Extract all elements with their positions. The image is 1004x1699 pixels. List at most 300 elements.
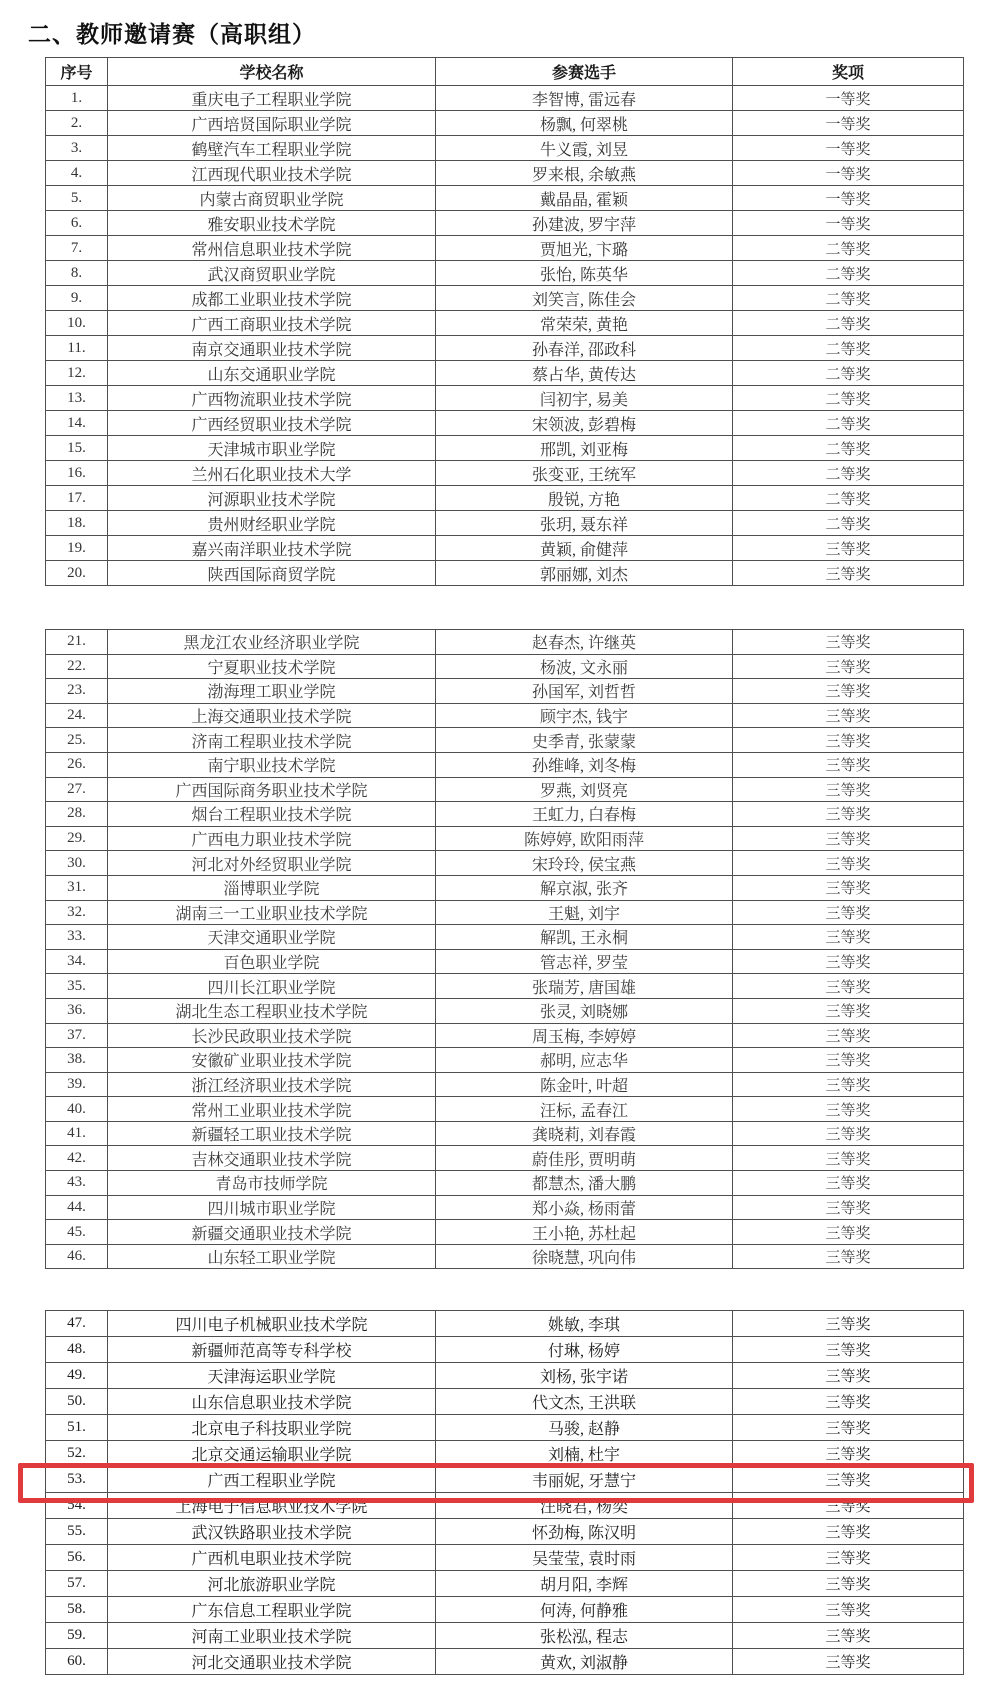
contestants-cell: 戴晶晶, 霍颖 <box>436 186 733 211</box>
contestants-cell: 解凯, 王永桐 <box>436 925 733 950</box>
row-number-cell: 17. <box>46 486 108 511</box>
contestants-cell: 杨波, 文永丽 <box>436 654 733 679</box>
row-number-cell: 16. <box>46 461 108 486</box>
school-name-cell: 浙江经济职业技术学院 <box>108 1072 436 1097</box>
award-cell: 三等奖 <box>733 1195 964 1220</box>
award-table-section-3 <box>45 1310 964 1675</box>
contestants-cell: 汪晓君, 杨奕 <box>436 1493 733 1519</box>
school-name-cell: 河源职业技术学院 <box>108 486 436 511</box>
award-cell: 一等奖 <box>733 186 964 211</box>
table-body-section-2 <box>46 630 964 1269</box>
contestants-cell: 黄欢, 刘淑静 <box>436 1649 733 1675</box>
row-number-cell: 26. <box>46 752 108 777</box>
table-row <box>46 1389 964 1415</box>
row-number-cell: 44. <box>46 1195 108 1220</box>
table-row <box>46 561 964 586</box>
award-cell: 一等奖 <box>733 111 964 136</box>
award-cell: 三等奖 <box>733 703 964 728</box>
table-row <box>46 1493 964 1519</box>
contestants-cell: 马骏, 赵静 <box>436 1415 733 1441</box>
table-row <box>46 386 964 411</box>
contestants-cell: 李智博, 雷远春 <box>436 86 733 111</box>
school-name-cell: 山东轻工职业学院 <box>108 1244 436 1269</box>
school-name-cell: 北京电子科技职业学院 <box>108 1415 436 1441</box>
table-row <box>46 925 964 950</box>
contestants-cell: 刘笑言, 陈佳会 <box>436 286 733 311</box>
header-row <box>46 58 964 86</box>
award-cell: 二等奖 <box>733 461 964 486</box>
row-number-cell: 38. <box>46 1048 108 1073</box>
award-cell: 三等奖 <box>733 1121 964 1146</box>
page-title: 二、教师邀请赛（高职组） <box>28 21 316 47</box>
award-cell: 三等奖 <box>733 728 964 753</box>
school-name-cell: 上海电子信息职业技术学院 <box>108 1493 436 1519</box>
row-number-cell: 34. <box>46 949 108 974</box>
contestants-cell: 付琳, 杨婷 <box>436 1337 733 1363</box>
table-row <box>46 211 964 236</box>
contestants-cell: 罗来根, 余敏燕 <box>436 161 733 186</box>
contestants-cell: 王魁, 刘宇 <box>436 900 733 925</box>
contestants-cell: 郑小焱, 杨雨蕾 <box>436 1195 733 1220</box>
row-number-cell: 49. <box>46 1363 108 1389</box>
table-row <box>46 851 964 876</box>
school-name-cell: 百色职业学院 <box>108 949 436 974</box>
contestants-cell: 韦丽妮, 牙慧宁 <box>436 1467 733 1493</box>
row-number-cell: 28. <box>46 802 108 827</box>
row-number-cell: 27. <box>46 777 108 802</box>
row-number-cell: 36. <box>46 998 108 1023</box>
school-name-cell: 南京交通职业技术学院 <box>108 336 436 361</box>
row-number-cell: 58. <box>46 1597 108 1623</box>
contestants-cell: 张灵, 刘晓娜 <box>436 998 733 1023</box>
award-cell: 三等奖 <box>733 925 964 950</box>
table-row <box>46 511 964 536</box>
school-name-cell: 吉林交通职业技术学院 <box>108 1146 436 1171</box>
table-row <box>46 1519 964 1545</box>
award-cell: 二等奖 <box>733 336 964 361</box>
row-number-cell: 45. <box>46 1220 108 1245</box>
award-cell: 一等奖 <box>733 136 964 161</box>
table-row <box>46 1048 964 1073</box>
contestants-cell: 怀劲梅, 陈汉明 <box>436 1519 733 1545</box>
row-number-cell: 31. <box>46 875 108 900</box>
school-name-cell: 淄博职业学院 <box>108 875 436 900</box>
school-name-cell: 新疆师范高等专科学校 <box>108 1337 436 1363</box>
contestants-cell: 宋领波, 彭碧梅 <box>436 411 733 436</box>
table-row <box>46 1415 964 1441</box>
award-cell: 二等奖 <box>733 261 964 286</box>
contestants-cell: 解京淑, 张齐 <box>436 875 733 900</box>
award-cell: 二等奖 <box>733 236 964 261</box>
row-number-cell: 22. <box>46 654 108 679</box>
school-name-cell: 青岛市技师学院 <box>108 1171 436 1196</box>
row-number-cell: 15. <box>46 436 108 461</box>
table-row <box>46 1121 964 1146</box>
contestants-cell: 孙维峰, 刘冬梅 <box>436 752 733 777</box>
award-cell: 三等奖 <box>733 1244 964 1269</box>
award-cell: 三等奖 <box>733 998 964 1023</box>
row-number-cell: 59. <box>46 1623 108 1649</box>
table-row <box>46 1649 964 1675</box>
table-row <box>46 703 964 728</box>
award-cell: 一等奖 <box>733 86 964 111</box>
contestants-cell: 张怡, 陈英华 <box>436 261 733 286</box>
table-row <box>46 998 964 1023</box>
contestants-cell: 孙国军, 刘哲哲 <box>436 679 733 704</box>
contestants-cell: 闫初宇, 易美 <box>436 386 733 411</box>
column-header-number: 序号 <box>46 58 108 86</box>
table-row <box>46 311 964 336</box>
school-name-cell: 天津海运职业学院 <box>108 1363 436 1389</box>
table-row <box>46 286 964 311</box>
contestants-cell: 罗燕, 刘贤亮 <box>436 777 733 802</box>
school-name-cell: 广西国际商务职业技术学院 <box>108 777 436 802</box>
contestants-cell: 陈金叶, 叶超 <box>436 1072 733 1097</box>
contestants-cell: 都慧杰, 潘大鹏 <box>436 1171 733 1196</box>
row-number-cell: 57. <box>46 1571 108 1597</box>
award-cell: 三等奖 <box>733 1415 964 1441</box>
award-cell: 二等奖 <box>733 411 964 436</box>
contestants-cell: 杨飘, 何翠桃 <box>436 111 733 136</box>
award-cell: 一等奖 <box>733 211 964 236</box>
table-row <box>46 1072 964 1097</box>
award-cell: 二等奖 <box>733 311 964 336</box>
row-number-cell: 52. <box>46 1441 108 1467</box>
award-cell: 三等奖 <box>733 630 964 655</box>
table-header <box>46 58 964 86</box>
contestants-cell: 蔡占华, 黄传达 <box>436 361 733 386</box>
table-row <box>46 86 964 111</box>
table-row <box>46 1146 964 1171</box>
table-row <box>46 875 964 900</box>
row-number-cell: 21. <box>46 630 108 655</box>
row-number-cell: 56. <box>46 1545 108 1571</box>
school-name-cell: 嘉兴南洋职业技术学院 <box>108 536 436 561</box>
school-name-cell: 广东信息工程职业学院 <box>108 1597 436 1623</box>
school-name-cell: 广西培贤国际职业学院 <box>108 111 436 136</box>
school-name-cell: 宁夏职业技术学院 <box>108 654 436 679</box>
table-row <box>46 1441 964 1467</box>
award-cell: 三等奖 <box>733 1519 964 1545</box>
table-row <box>46 1171 964 1196</box>
school-name-cell: 新疆交通职业技术学院 <box>108 1220 436 1245</box>
row-number-cell: 10. <box>46 311 108 336</box>
table-row <box>46 186 964 211</box>
award-cell: 三等奖 <box>733 875 964 900</box>
table-row <box>46 161 964 186</box>
school-name-cell: 北京交通运输职业学院 <box>108 1441 436 1467</box>
award-cell: 三等奖 <box>733 1146 964 1171</box>
award-cell: 三等奖 <box>733 679 964 704</box>
table-row <box>46 1023 964 1048</box>
row-number-cell: 29. <box>46 826 108 851</box>
row-number-cell: 40. <box>46 1097 108 1122</box>
award-cell: 二等奖 <box>733 486 964 511</box>
award-cell: 三等奖 <box>733 1649 964 1675</box>
award-cell: 三等奖 <box>733 802 964 827</box>
row-number-cell: 53. <box>46 1467 108 1493</box>
table-row <box>46 1311 964 1337</box>
award-cell: 三等奖 <box>733 1441 964 1467</box>
contestants-cell: 蔚佳彤, 贾明萌 <box>436 1146 733 1171</box>
table-row <box>46 1545 964 1571</box>
table-row <box>46 752 964 777</box>
table-row <box>46 436 964 461</box>
row-number-cell: 11. <box>46 336 108 361</box>
award-cell: 三等奖 <box>733 1545 964 1571</box>
contestants-cell: 胡月阳, 李辉 <box>436 1571 733 1597</box>
table-row <box>46 336 964 361</box>
contestants-cell: 张变亚, 王统军 <box>436 461 733 486</box>
contestants-cell: 孙春洋, 邵政科 <box>436 336 733 361</box>
school-name-cell: 四川电子机械职业技术学院 <box>108 1311 436 1337</box>
school-name-cell: 内蒙古商贸职业学院 <box>108 186 436 211</box>
contestants-cell: 王小艳, 苏杜起 <box>436 1220 733 1245</box>
column-header-award: 奖项 <box>733 58 964 86</box>
contestants-cell: 顾宇杰, 钱宇 <box>436 703 733 728</box>
row-number-cell: 42. <box>46 1146 108 1171</box>
contestants-cell: 代文杰, 王洪联 <box>436 1389 733 1415</box>
table-row <box>46 900 964 925</box>
school-name-cell: 常州工业职业技术学院 <box>108 1097 436 1122</box>
table-row <box>46 777 964 802</box>
row-number-cell: 14. <box>46 411 108 436</box>
table-row <box>46 136 964 161</box>
row-number-cell: 7. <box>46 236 108 261</box>
school-name-cell: 广西工程职业学院 <box>108 1467 436 1493</box>
award-cell: 三等奖 <box>733 949 964 974</box>
award-cell: 三等奖 <box>733 1363 964 1389</box>
row-number-cell: 47. <box>46 1311 108 1337</box>
row-number-cell: 30. <box>46 851 108 876</box>
contestants-cell: 宋玲玲, 侯宝燕 <box>436 851 733 876</box>
award-cell: 一等奖 <box>733 161 964 186</box>
award-cell: 三等奖 <box>733 974 964 999</box>
school-name-cell: 黑龙江农业经济职业学院 <box>108 630 436 655</box>
table-row <box>46 974 964 999</box>
contestants-cell: 刘楠, 杜宇 <box>436 1441 733 1467</box>
school-name-cell: 四川城市职业学院 <box>108 1195 436 1220</box>
school-name-cell: 上海交通职业技术学院 <box>108 703 436 728</box>
table-row <box>46 728 964 753</box>
contestants-cell: 郝明, 应志华 <box>436 1048 733 1073</box>
table-row <box>46 461 964 486</box>
contestants-cell: 王虹力, 白春梅 <box>436 802 733 827</box>
row-number-cell: 55. <box>46 1519 108 1545</box>
award-table-section-1 <box>45 57 964 586</box>
school-name-cell: 安徽矿业职业技术学院 <box>108 1048 436 1073</box>
contestants-cell: 牛义霞, 刘昱 <box>436 136 733 161</box>
contestants-cell: 常荣荣, 黄艳 <box>436 311 733 336</box>
school-name-cell: 天津城市职业学院 <box>108 436 436 461</box>
contestants-cell: 徐晓慧, 巩向伟 <box>436 1244 733 1269</box>
row-number-cell: 39. <box>46 1072 108 1097</box>
column-header-school: 学校名称 <box>108 58 436 86</box>
contestants-cell: 管志祥, 罗莹 <box>436 949 733 974</box>
award-cell: 三等奖 <box>733 1623 964 1649</box>
table-body-section-1 <box>46 86 964 586</box>
award-cell: 三等奖 <box>733 826 964 851</box>
school-name-cell: 广西经贸职业技术学院 <box>108 411 436 436</box>
school-name-cell: 河南工业职业技术学院 <box>108 1623 436 1649</box>
contestants-cell: 郭丽娜, 刘杰 <box>436 561 733 586</box>
award-cell: 二等奖 <box>733 511 964 536</box>
award-cell: 三等奖 <box>733 1467 964 1493</box>
award-cell: 三等奖 <box>733 1571 964 1597</box>
school-name-cell: 南宁职业技术学院 <box>108 752 436 777</box>
row-number-cell: 37. <box>46 1023 108 1048</box>
school-name-cell: 广西电力职业技术学院 <box>108 826 436 851</box>
school-name-cell: 河北交通职业技术学院 <box>108 1649 436 1675</box>
row-number-cell: 6. <box>46 211 108 236</box>
contestants-cell: 周玉梅, 李婷婷 <box>436 1023 733 1048</box>
school-name-cell: 河北旅游职业学院 <box>108 1571 436 1597</box>
table-row <box>46 1097 964 1122</box>
school-name-cell: 广西物流职业技术学院 <box>108 386 436 411</box>
school-name-cell: 鹤壁汽车工程职业学院 <box>108 136 436 161</box>
row-number-cell: 32. <box>46 900 108 925</box>
contestants-cell: 孙建波, 罗宇萍 <box>436 211 733 236</box>
row-number-cell: 3. <box>46 136 108 161</box>
school-name-cell: 广西机电职业技术学院 <box>108 1545 436 1571</box>
school-name-cell: 贵州财经职业学院 <box>108 511 436 536</box>
table-row <box>46 261 964 286</box>
table-row <box>46 802 964 827</box>
award-cell: 二等奖 <box>733 386 964 411</box>
contestants-cell: 汪标, 孟春江 <box>436 1097 733 1122</box>
contestants-cell: 殷锐, 方艳 <box>436 486 733 511</box>
row-number-cell: 23. <box>46 679 108 704</box>
row-number-cell: 24. <box>46 703 108 728</box>
table-row <box>46 1597 964 1623</box>
row-number-cell: 8. <box>46 261 108 286</box>
table-row <box>46 1244 964 1269</box>
row-number-cell: 1. <box>46 86 108 111</box>
school-name-cell: 渤海理工职业学院 <box>108 679 436 704</box>
school-name-cell: 济南工程职业技术学院 <box>108 728 436 753</box>
award-cell: 三等奖 <box>733 1389 964 1415</box>
table-row <box>46 1623 964 1649</box>
row-number-cell: 50. <box>46 1389 108 1415</box>
row-number-cell: 60. <box>46 1649 108 1675</box>
school-name-cell: 河北对外经贸职业学院 <box>108 851 436 876</box>
table-body-section-3 <box>46 1311 964 1675</box>
table-row <box>46 1363 964 1389</box>
award-cell: 三等奖 <box>733 851 964 876</box>
contestants-cell: 龚晓莉, 刘春霞 <box>436 1121 733 1146</box>
contestants-cell: 黄颖, 俞健萍 <box>436 536 733 561</box>
table-row <box>46 236 964 261</box>
school-name-cell: 长沙民政职业技术学院 <box>108 1023 436 1048</box>
row-number-cell: 33. <box>46 925 108 950</box>
contestants-cell: 吴莹莹, 袁时雨 <box>436 1545 733 1571</box>
award-cell: 三等奖 <box>733 1311 964 1337</box>
contestants-cell: 姚敏, 李琪 <box>436 1311 733 1337</box>
table-row-highlighted <box>46 1467 964 1493</box>
contestants-cell: 张松泓, 程志 <box>436 1623 733 1649</box>
award-cell: 三等奖 <box>733 654 964 679</box>
contestants-cell: 邢凯, 刘亚梅 <box>436 436 733 461</box>
school-name-cell: 山东交通职业学院 <box>108 361 436 386</box>
row-number-cell: 35. <box>46 974 108 999</box>
award-cell: 三等奖 <box>733 1048 964 1073</box>
table-row <box>46 1195 964 1220</box>
row-number-cell: 19. <box>46 536 108 561</box>
school-name-cell: 广西工商职业技术学院 <box>108 311 436 336</box>
award-cell: 三等奖 <box>733 1171 964 1196</box>
school-name-cell: 江西现代职业技术学院 <box>108 161 436 186</box>
contestants-cell: 刘杨, 张宇诺 <box>436 1363 733 1389</box>
award-cell: 三等奖 <box>733 1072 964 1097</box>
table-row <box>46 826 964 851</box>
table-row <box>46 361 964 386</box>
row-number-cell: 25. <box>46 728 108 753</box>
school-name-cell: 湖南三一工业职业技术学院 <box>108 900 436 925</box>
table-row <box>46 630 964 655</box>
award-cell: 二等奖 <box>733 361 964 386</box>
award-cell: 三等奖 <box>733 752 964 777</box>
row-number-cell: 43. <box>46 1171 108 1196</box>
school-name-cell: 武汉商贸职业学院 <box>108 261 436 286</box>
row-number-cell: 9. <box>46 286 108 311</box>
table-row <box>46 1571 964 1597</box>
school-name-cell: 烟台工程职业技术学院 <box>108 802 436 827</box>
table-row <box>46 1220 964 1245</box>
award-cell: 三等奖 <box>733 1337 964 1363</box>
row-number-cell: 46. <box>46 1244 108 1269</box>
contestants-cell: 贾旭光, 卞璐 <box>436 236 733 261</box>
award-cell: 三等奖 <box>733 561 964 586</box>
row-number-cell: 13. <box>46 386 108 411</box>
table-row <box>46 536 964 561</box>
school-name-cell: 天津交通职业学院 <box>108 925 436 950</box>
row-number-cell: 20. <box>46 561 108 586</box>
table-row <box>46 1337 964 1363</box>
table-row <box>46 111 964 136</box>
award-cell: 二等奖 <box>733 436 964 461</box>
award-cell: 三等奖 <box>733 536 964 561</box>
school-name-cell: 山东信息职业技术学院 <box>108 1389 436 1415</box>
award-cell: 三等奖 <box>733 900 964 925</box>
row-number-cell: 4. <box>46 161 108 186</box>
school-name-cell: 常州信息职业技术学院 <box>108 236 436 261</box>
school-name-cell: 陕西国际商贸学院 <box>108 561 436 586</box>
contestants-cell: 张玥, 聂东祥 <box>436 511 733 536</box>
row-number-cell: 41. <box>46 1121 108 1146</box>
contestants-cell: 史季青, 张蒙蒙 <box>436 728 733 753</box>
award-cell: 三等奖 <box>733 1097 964 1122</box>
school-name-cell: 新疆轻工职业技术学院 <box>108 1121 436 1146</box>
contestants-cell: 陈婷婷, 欧阳雨萍 <box>436 826 733 851</box>
table-row <box>46 679 964 704</box>
row-number-cell: 2. <box>46 111 108 136</box>
school-name-cell: 雅安职业技术学院 <box>108 211 436 236</box>
table-row <box>46 654 964 679</box>
row-number-cell: 18. <box>46 511 108 536</box>
award-cell: 三等奖 <box>733 1023 964 1048</box>
award-cell: 三等奖 <box>733 777 964 802</box>
row-number-cell: 5. <box>46 186 108 211</box>
row-number-cell: 12. <box>46 361 108 386</box>
contestants-cell: 张瑞芳, 唐国雄 <box>436 974 733 999</box>
school-name-cell: 兰州石化职业技术大学 <box>108 461 436 486</box>
school-name-cell: 重庆电子工程职业学院 <box>108 86 436 111</box>
award-cell: 三等奖 <box>733 1597 964 1623</box>
table-row <box>46 949 964 974</box>
table-row <box>46 411 964 436</box>
table-row <box>46 486 964 511</box>
award-cell: 三等奖 <box>733 1493 964 1519</box>
